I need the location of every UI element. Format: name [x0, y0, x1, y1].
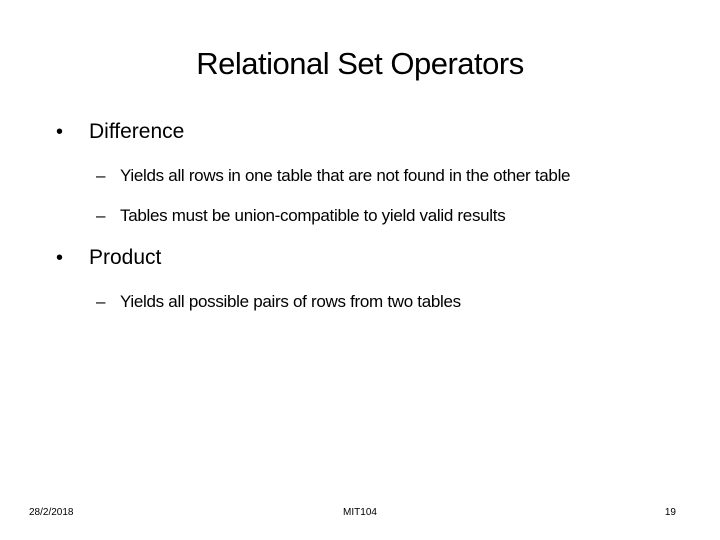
- bullet-dot-icon: •: [56, 121, 64, 143]
- bullet-dot-icon: •: [56, 247, 64, 269]
- dash-icon: –: [96, 166, 106, 185]
- slide-title: Relational Set Operators: [196, 46, 524, 81]
- sub-bullet-text: Tables must be union-compatible to yield valid results: [120, 206, 506, 225]
- footer-course-code: MIT104: [343, 507, 377, 518]
- bullet-text: Difference: [89, 120, 185, 143]
- dash-icon: –: [96, 292, 106, 311]
- dash-icon: –: [96, 206, 106, 225]
- sub-bullet-text: Yields all rows in one table that are not found in the other table: [120, 166, 571, 185]
- bullet-text: Product: [89, 246, 162, 269]
- footer-page-number: 19: [664, 507, 676, 518]
- footer-date: 28/2/2018: [29, 507, 74, 518]
- sub-bullet-text: Yields all possible pairs of rows from two tables: [120, 292, 461, 311]
